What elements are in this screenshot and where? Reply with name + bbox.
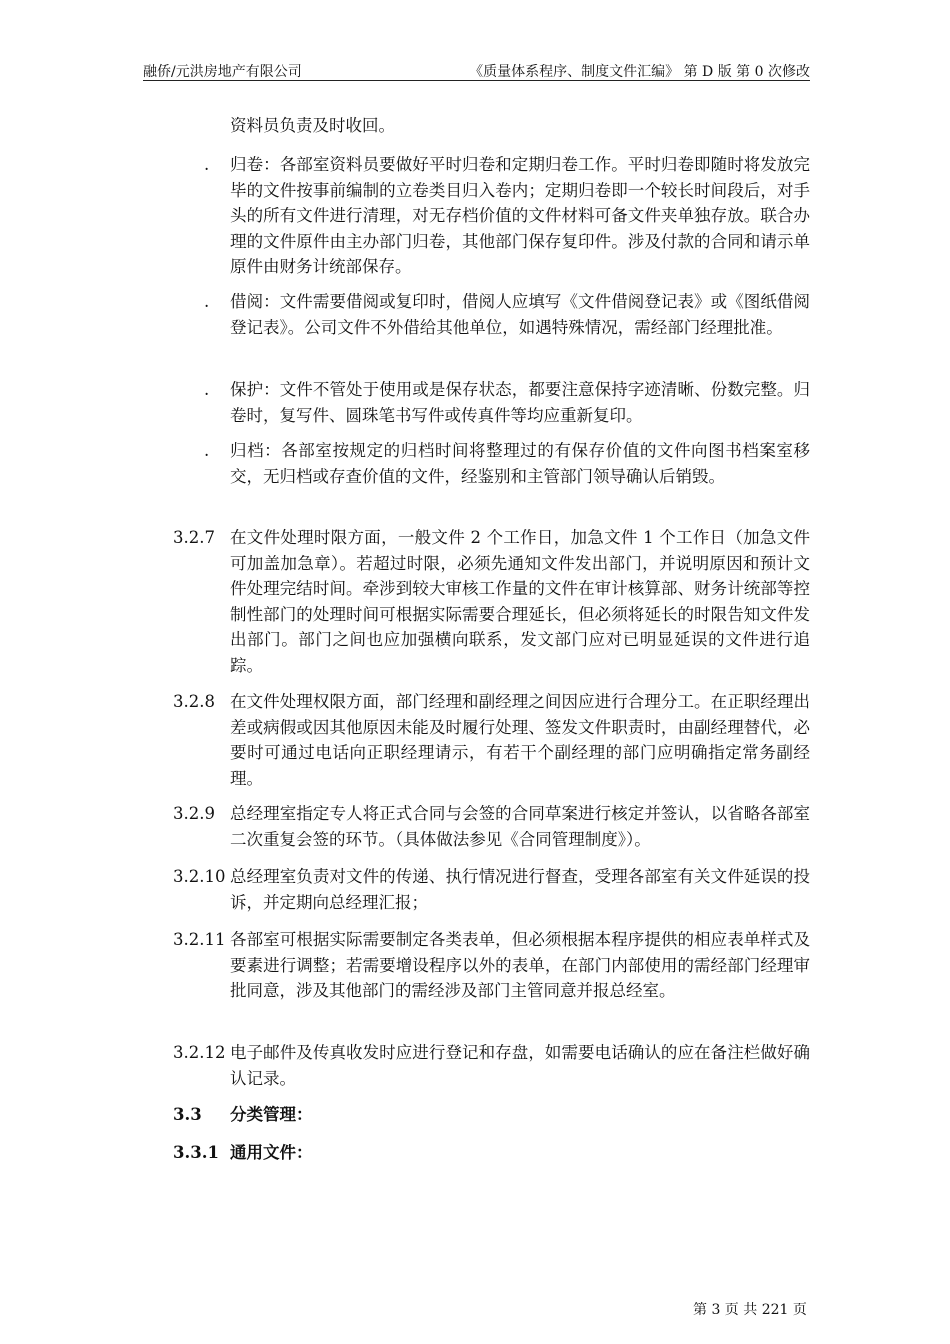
header-doc-info: 《质量体系程序、制度文件汇编》 第 D 版 第 0 次修改 xyxy=(469,64,810,80)
paragraph: 借阅：文件需要借阅或复印时，借阅人应填写《文件借阅登记表》或《图纸借阅登记表》。公司文件不外借给其他单位，如遇特殊情况，需经部门经理批准。 xyxy=(230,292,810,337)
page-footer: 第 3 页 共 221 页 xyxy=(693,1302,807,1318)
header-company: 融侨/元洪房地产有限公司 xyxy=(143,64,302,80)
clause-number: 3.2.9 xyxy=(173,804,215,823)
paragraph: 归卷：各部室资料员要做好平时归卷和定期归卷工作。平时归卷即随时将发放完毕的文件按事前编制的立卷类目归入卷内；定期归卷即一个较长时间段后，对手头的所有文件进行清理，对无存档价值的文件材料可备文件夹单独存放。联合办理的文件原件由主办部门归卷，其他部门保存复印件。涉及付款的合同和请示单原件由财务计统部保存。 xyxy=(230,155,810,276)
paragraph: 在文件处理时限方面，一般文件 2 个工作日，加急文件 1 个工作日（加急文件可加盖加急章）。若超过时限，必须先通知文件发出部门，并说明原因和预计文件处理完结时间。牵涉到较大审核工作量的文件在审计核算部、财务计统部等控制性部门的处理时间可根据实际需要合理延长，但必须将延长的时限告知文件发出部门。部门之间也应加强横向联系，发文部门应对已明显延误的文件进行追踪。 xyxy=(230,528,810,675)
page-header xyxy=(143,58,810,81)
paragraph: 总经理室指定专人将正式合同与会签的合同草案进行核定并签认，以省略各部室二次重复会签的环节。（具体做法参见《合同管理制度》）。 xyxy=(230,804,810,849)
clause-number: 3.2.12 xyxy=(173,1043,226,1062)
paragraph: 资料员负责及时收回。 xyxy=(230,116,395,135)
section-number: 3.3.1 xyxy=(173,1143,219,1162)
bullet-marker: . xyxy=(204,441,210,460)
bullet-marker: . xyxy=(204,155,210,174)
paragraph: 总经理室负责对文件的传递、执行情况进行督查，受理各部室有关文件延误的投诉，并定期向总经理汇报； xyxy=(230,867,810,912)
paragraph: 归档：各部室按规定的归档时间将整理过的有保存价值的文件向图书档案室移交，无归档或存查价值的文件，经鉴别和主管部门领导确认后销毁。 xyxy=(230,441,810,486)
clause-number: 3.2.8 xyxy=(173,692,215,711)
paragraph: 在文件处理权限方面，部门经理和副经理之间因应进行合理分工。在正职经理出差或病假或因其他原因未能及时履行处理、签发文件职责时，由副经理替代，必要时可通过电话向正职经理请示，有若干个副经理的部门应明确指定常务副经理。 xyxy=(230,692,810,788)
bullet-marker: . xyxy=(204,292,210,311)
section-number: 3.3 xyxy=(173,1105,202,1124)
section-title: 分类管理： xyxy=(230,1105,313,1124)
clause-number: 3.2.10 xyxy=(173,867,226,886)
clause-number: 3.2.11 xyxy=(173,930,226,949)
paragraph: 保护：文件不管处于使用或是保存状态，都要注意保持字迹清晰、份数完整。归卷时，复写件、圆珠笔书写件或传真件等均应重新复印。 xyxy=(230,380,810,425)
clause-number: 3.2.7 xyxy=(173,528,215,547)
paragraph: 电子邮件及传真收发时应进行登记和存盘，如需要电话确认的应在备注栏做好确认记录。 xyxy=(230,1043,810,1088)
paragraph: 各部室可根据实际需要制定各类表单，但必须根据本程序提供的相应表单样式及要素进行调整；若需要增设程序以外的表单，在部门内部使用的需经部门经理审批同意，涉及其他部门的需经涉及部门主管同意并报总经室。 xyxy=(230,930,810,1000)
section-title: 通用文件： xyxy=(230,1143,313,1162)
bullet-marker: . xyxy=(204,380,210,399)
